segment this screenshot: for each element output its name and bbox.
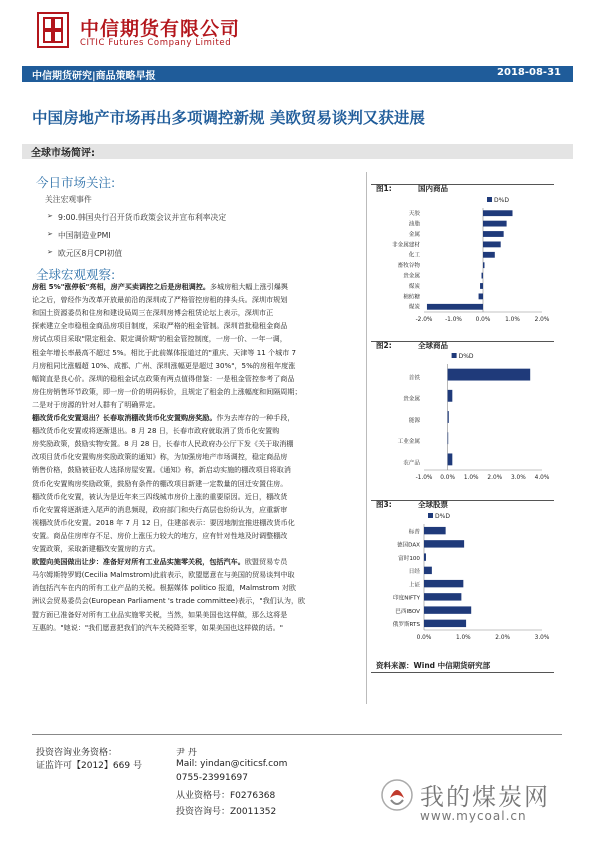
figure-rule xyxy=(371,341,554,342)
tick-label: 2.0% xyxy=(534,317,550,323)
body-line-text: 棚改货币化安置或将逐渐退出。8 月 28 日，长春市政府就取消了货币化安置购 xyxy=(32,426,280,436)
category-label: 上证 xyxy=(408,582,420,589)
chart-bar xyxy=(483,221,507,227)
category-label: 油脂 xyxy=(408,221,420,228)
category-label: 棉纺糖 xyxy=(403,294,420,301)
legend-swatch xyxy=(452,353,457,358)
body-line xyxy=(32,387,302,397)
body-line xyxy=(32,361,295,371)
body-line xyxy=(32,505,287,515)
category-label: 俄罗斯RTS xyxy=(392,622,420,629)
source-note: 资料来源：Wind 中信期货研究部 xyxy=(376,661,491,670)
chart-bar xyxy=(427,304,483,310)
chart-bar xyxy=(479,293,483,299)
tick-label: -2.0% xyxy=(415,317,433,323)
chart-bar xyxy=(448,432,449,444)
tick-label: -1.0% xyxy=(415,475,433,481)
category-label: 工业金属 xyxy=(397,439,420,446)
body-line-text: 和国土资源委员和住房和建设局周三在深圳房博会租赁论坛上表示，深圳市正 xyxy=(32,308,274,318)
chart-global-equities xyxy=(372,510,552,644)
section-bar xyxy=(22,144,573,159)
body-line xyxy=(32,334,287,344)
body-line-text: 互惠的。"她说："我们愿意把我们的汽车关税降至零，如果美国也这样做的话。" xyxy=(32,622,283,632)
category-label: 日经 xyxy=(408,569,420,576)
chart-bar xyxy=(482,273,483,279)
body-line-text: 消包括汽车在内的所有工业产品的关税。根据媒体 politico 报道，Malmstrom 对欧 xyxy=(32,583,296,593)
chart-bar xyxy=(483,241,501,247)
figure-rule xyxy=(371,500,554,501)
body-line-text: 月房租同比涨幅超 10%、成都、广州、深圳涨幅更是超过 30%"，5%的房租年度涨 xyxy=(32,360,296,370)
figure-3-label: 图3: xyxy=(376,500,392,509)
company-name-en: CITIC Futures Company Limited xyxy=(80,38,232,48)
body-line xyxy=(32,544,160,554)
legend-label: D%D xyxy=(435,513,450,520)
category-label: 富时100 xyxy=(398,555,420,562)
chart-bar xyxy=(424,620,466,627)
body-line xyxy=(32,479,287,489)
footer-rule xyxy=(32,734,562,735)
body-line xyxy=(32,348,296,358)
analyst-email[interactable]: Mail: yindan@citicsf.com xyxy=(176,759,288,769)
chart-bar xyxy=(483,262,484,268)
tick-label: 1.0% xyxy=(505,317,520,323)
body-line-text: 币化安置将逐渐进入尾声的消息频现，政府部门和央行高层也纷纷认为，应重新审 xyxy=(32,504,288,514)
body-line-text: 安置政策，采取新建棚改安置房的方式。 xyxy=(32,544,160,553)
tick-label: -1.0% xyxy=(445,317,462,323)
body-line xyxy=(32,610,287,620)
analyst-qualification: 从业资格号：F0276368 xyxy=(176,791,276,801)
body-line xyxy=(32,570,295,580)
body-line xyxy=(32,583,296,593)
watch-item: 中国制造业PMI xyxy=(58,231,111,240)
chart-bar xyxy=(424,527,446,534)
chart-bar xyxy=(448,390,453,402)
category-label: 化工 xyxy=(408,252,420,259)
body-line-text: 棚改货币化安置，被认为是近年来三四线城市房价上涨的重要原因。近日，棚改货 xyxy=(32,491,288,501)
legend-label: D%D xyxy=(494,197,509,204)
chart-global-commodities xyxy=(372,350,552,484)
body-line xyxy=(32,400,160,410)
chart-bar xyxy=(424,540,464,547)
watch-heading: 今日市场关注: xyxy=(36,175,116,190)
chart-bar xyxy=(424,553,426,560)
figure-1-title: 国内商品 xyxy=(418,184,448,193)
body-line xyxy=(32,596,305,606)
category-label: 煤炭 xyxy=(408,283,420,290)
bullet-icon: ➢ xyxy=(47,230,53,238)
watermark-url: www.mycoal.cn xyxy=(420,809,527,823)
watch-subheading: 关注宏观事件 xyxy=(45,195,92,204)
tick-label: 0.0% xyxy=(440,475,455,481)
category-label: 德国DAX xyxy=(396,542,420,549)
category-label: 天胶 xyxy=(408,211,420,218)
legend-swatch xyxy=(428,513,433,518)
category-label: 标普 xyxy=(408,529,420,536)
chart-bar xyxy=(448,411,449,423)
tick-label: 2.0% xyxy=(487,475,503,481)
body-line-text: 论之后，曾经作为改革开放最前沿的深圳成了严格管控房租的排头兵。深圳市规划 xyxy=(32,295,288,305)
category-label: 贵金属 xyxy=(403,396,420,403)
figure-3-title: 全球股票 xyxy=(418,500,448,509)
company-name-cn: 中信期货有限公司 xyxy=(80,18,241,40)
body-line xyxy=(32,452,287,462)
chart-bar xyxy=(483,252,495,258)
footer-consult-label: 投资咨询业务资格： xyxy=(36,748,118,758)
report-date: 2018-08-31 xyxy=(497,67,561,78)
body-line xyxy=(32,413,294,423)
body-line-text: 安置。商品住房库存不足、房价上涨压力较大的地方，应有针对性地及时调整棚改 xyxy=(32,530,288,540)
category-label: 首铁 xyxy=(408,375,420,382)
page-title: 中国房地产市场再出多项调控新规 美欧贸易谈判又获进展 xyxy=(32,109,425,127)
body-line xyxy=(32,518,295,528)
figure-rule xyxy=(371,672,554,673)
watermark-text: 我的煤炭网 xyxy=(420,783,550,811)
tick-label: 3.0% xyxy=(511,475,526,481)
body-line-text: 租金年增长率最高不超过 5%。相比于此前媒体报道过的"重庆、天津等 11 个城市 7 xyxy=(32,347,297,357)
chart-bar xyxy=(448,453,453,465)
figure-2-title: 全球商品 xyxy=(418,341,448,350)
column-divider xyxy=(366,172,367,704)
section-heading: 全球市场简评: xyxy=(31,148,95,159)
watermark-logo-icon xyxy=(380,778,414,812)
body-line-text: 货币化安置购房奖励政策，鼓励有条件的棚改项目新建一定数量的回迁安置住房。 xyxy=(32,478,288,488)
chart-bar xyxy=(424,606,471,613)
body-line-text: 马尔姆斯特罗姆(Cecilia Malmstrom)此前表示，欧盟愿意在与美国的贸易谈判中取 xyxy=(32,570,295,580)
chart-bar xyxy=(448,369,531,381)
body-line-text: 作为去库存的一种手段， xyxy=(216,413,295,422)
tick-label: 1.0% xyxy=(463,475,479,481)
chart-bar xyxy=(483,231,504,237)
body-line-text: 欧盟贸易专员 xyxy=(244,557,288,567)
chart-domestic-commodities xyxy=(372,194,552,326)
category-label: 能源 xyxy=(408,417,420,424)
chart-bar xyxy=(424,580,463,587)
analyst-advisor-number: 投资咨询号：Z0011352 xyxy=(176,807,277,817)
body-line xyxy=(32,295,287,305)
bullet-icon: ➢ xyxy=(47,212,53,220)
body-line xyxy=(32,465,291,475)
figure-rule xyxy=(371,184,554,185)
body-line xyxy=(32,531,287,541)
body-line-text: 视棚改货币化安置。2018 年 7 月 12 日，住建部表示：要因地制宜推进棚改货币化 xyxy=(32,517,295,527)
category-label: 非金属建材 xyxy=(392,242,420,249)
category-label: 金属 xyxy=(408,231,420,238)
bullet-icon: ➢ xyxy=(47,248,53,256)
category-label: 农产品 xyxy=(403,460,420,467)
tick-label: 2.0% xyxy=(495,635,511,641)
body-line xyxy=(32,426,279,436)
body-line-text: 房奖励政策，鼓励实物安置。8 月 28 日，长春市人民政府办公厅下发《关于取消棚 xyxy=(32,439,294,449)
chart-bar xyxy=(480,283,483,289)
body-line-lead: 房租 5%"涨停板"亮相，房产买卖调控之后是房租调控。 xyxy=(32,282,210,291)
report-series-label: 中信期货研究|商品策略早报 xyxy=(32,71,156,82)
chart-bar xyxy=(483,210,513,216)
body-line-text: 房试点项目采取"限定租金、限定调价期"的租金管控制度，一房一价、一年一调， xyxy=(32,334,287,344)
footer-license: 证监许可【2012】669 号 xyxy=(36,761,142,771)
tick-label: 1.0% xyxy=(455,635,471,641)
tick-label: 0.0% xyxy=(475,317,491,323)
chart-bar xyxy=(424,567,432,574)
figure-1-label: 图1: xyxy=(376,184,392,193)
category-label: 印度NIFTY xyxy=(393,595,420,602)
body-line-text: 洲议会贸易委员会(European Parliament 's trade committee)表示，"我们认为，欧 xyxy=(32,596,306,606)
body-line-text: 盟方面已准备好对所有工业品实施零关税，当然，如果美国也这样做，那么这将是 xyxy=(32,609,288,619)
analyst-name: 尹 丹 xyxy=(176,748,197,758)
body-line-text: 幅简直是良心价。深圳的稳租金试点政策有两点值得借鉴：一是租金管控参考了商品 xyxy=(32,373,295,383)
body-line xyxy=(32,321,287,331)
body-line-text: 房住房销售环节政策，即一房一价的明码标价，且规定了租金的上涨幅度和间隔周期； xyxy=(32,386,302,396)
category-label: 煤炭 xyxy=(408,304,420,311)
analyst-phone: 0755-23991697 xyxy=(176,773,248,783)
body-line xyxy=(32,308,273,318)
chart-bar xyxy=(424,593,461,600)
legend-label: D%D xyxy=(458,353,474,360)
tick-label: 0.0% xyxy=(416,635,432,641)
category-label: 巴西IBOV xyxy=(395,608,420,615)
macro-heading: 全球宏观观察: xyxy=(36,267,116,282)
body-line xyxy=(32,282,288,292)
body-line-lead: 欧盟向美国做出让步：准备好对所有工业品实施零关税，包括汽车。 xyxy=(32,557,245,567)
body-line xyxy=(32,439,294,449)
body-line xyxy=(32,492,287,502)
body-line-text: 探索建立全市稳租金商品房项目制度，采取严格的租金管制。深圳首批稳租金商品 xyxy=(32,321,288,331)
body-line xyxy=(32,374,294,384)
watch-item: 欧元区8月CPI初值 xyxy=(58,249,123,258)
legend-swatch xyxy=(487,197,492,202)
figure-2-label: 图2: xyxy=(376,341,392,350)
body-line-text: 多城房租大幅上涨引爆舆 xyxy=(209,282,288,291)
tick-label: 4.0% xyxy=(534,475,550,481)
body-line-text: 改项目货币化安置购房奖励政策的通知》称，为加强房地产市场调控，稳定商品房 xyxy=(32,452,288,462)
category-label: 贵金属 xyxy=(403,273,420,280)
body-line-lead: 棚改货币化安置退出？长春取消棚改货币化安置购房奖励。 xyxy=(32,413,217,422)
category-label: 畜牧谷物 xyxy=(397,263,420,270)
watch-item: 9:00.韩国央行召开货币政策会议并宣布利率决定 xyxy=(58,213,227,222)
body-line-text: 销售价格，鼓励被征收人选择房屋安置。《通知》称，新启动实施的棚改项目将取消 xyxy=(32,465,291,475)
citic-logo-icon xyxy=(37,12,69,48)
body-line xyxy=(32,623,283,633)
body-line xyxy=(32,557,287,567)
body-line-text: 二是对于房源的针对人群有了明确界定。 xyxy=(32,399,160,409)
tick-label: 3.0% xyxy=(534,635,550,641)
